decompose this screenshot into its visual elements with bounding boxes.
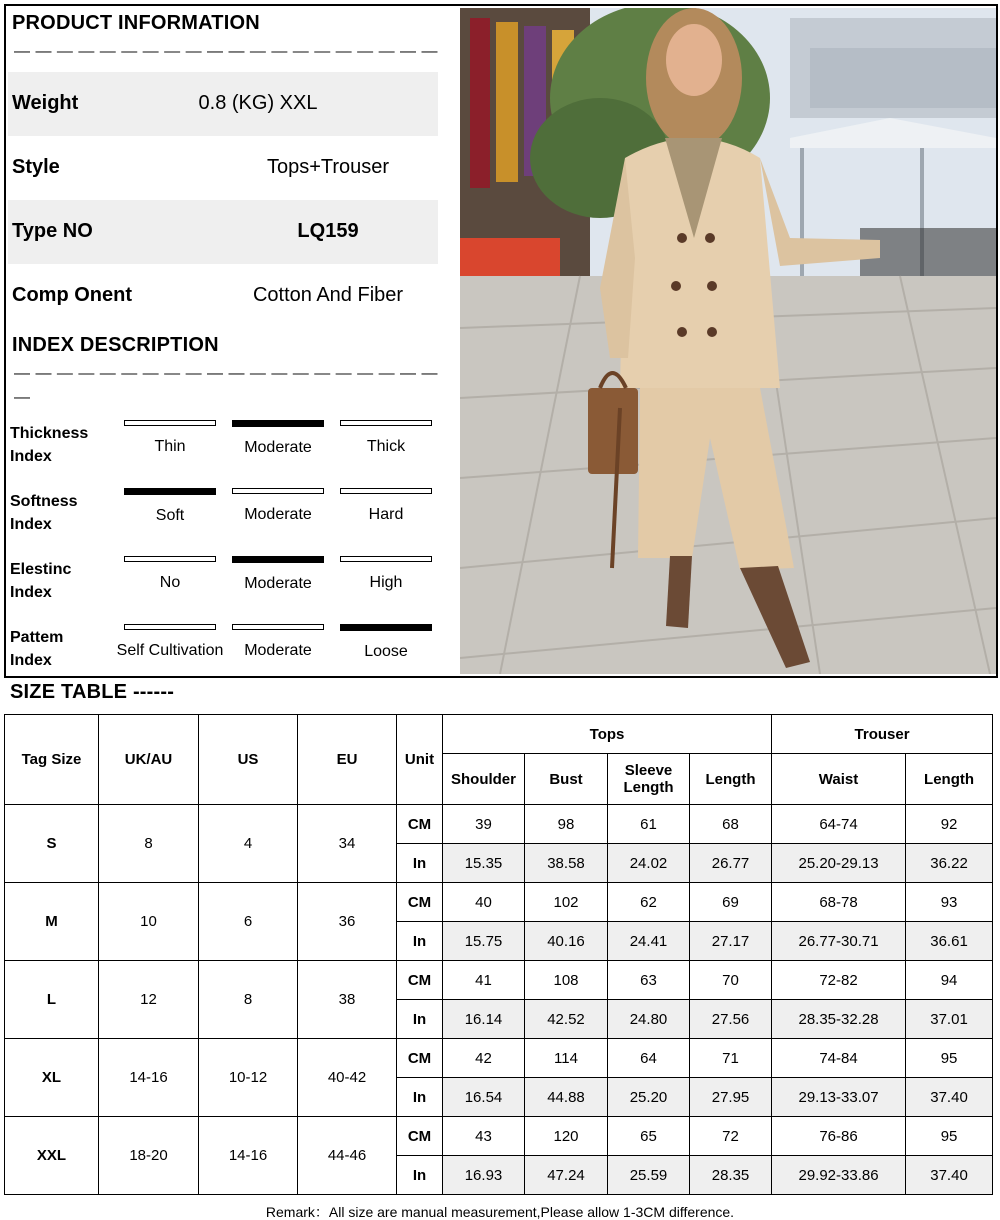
measurement-cell: 24.02: [608, 844, 690, 883]
divider-dashes: — — — — — — — — — — — — — — — — — — — —: [14, 43, 438, 60]
measurement-cell: 37.40: [906, 1156, 993, 1195]
index-option: [224, 420, 332, 457]
index-row: [8, 484, 448, 546]
index-label: [10, 626, 115, 672]
measurement-cell: 41: [443, 961, 525, 1000]
index-bar: [340, 556, 432, 562]
measurement-cell: 26.77: [690, 844, 772, 883]
index-option: [224, 556, 332, 593]
index-option-label: Self Cultivation: [116, 642, 224, 659]
measurement-cell: 16.54: [443, 1078, 525, 1117]
index-bar: [340, 420, 432, 426]
header-unit: Unit: [397, 715, 443, 805]
measurement-cell: 24.80: [608, 1000, 690, 1039]
measurement-cell: 28.35-32.28: [772, 1000, 906, 1039]
component-label: Comp Onent: [12, 284, 132, 306]
measurement-cell: 15.75: [443, 922, 525, 961]
measurement-cell: 44.88: [525, 1078, 608, 1117]
eu-cell: 44-46: [298, 1117, 397, 1195]
uk-au-cell: 10: [99, 883, 199, 961]
eu-cell: 34: [298, 805, 397, 883]
index-option-label: Moderate: [244, 439, 312, 456]
uk-au-cell: 14-16: [99, 1039, 199, 1117]
type-no-row: [8, 200, 438, 264]
header-waist: Waist: [772, 754, 906, 805]
unit-cell: In: [397, 1078, 443, 1117]
table-row: [5, 805, 993, 844]
header-tops-length: Length: [690, 754, 772, 805]
unit-cell: In: [397, 1156, 443, 1195]
unit-cell: CM: [397, 1039, 443, 1078]
unit-cell: CM: [397, 961, 443, 1000]
measurement-cell: 25.59: [608, 1156, 690, 1195]
index-option: [332, 624, 440, 661]
measurement-cell: 28.35: [690, 1156, 772, 1195]
weight-value: 0.8 (KG) XXL: [198, 92, 318, 114]
product-info-heading: PRODUCT INFORMATION: [12, 12, 260, 34]
index-option: [116, 488, 224, 525]
index-label-line2: Index: [10, 448, 52, 465]
index-option: [116, 556, 224, 592]
tag-size-cell: XXL: [5, 1117, 99, 1195]
measurement-cell: 36.61: [906, 922, 993, 961]
measurement-cell: 27.56: [690, 1000, 772, 1039]
measurement-cell: 72-82: [772, 961, 906, 1000]
index-description-heading: INDEX DESCRIPTION: [12, 334, 219, 356]
measurement-cell: 39: [443, 805, 525, 844]
index-option-label: Thick: [366, 438, 406, 455]
measurement-cell: 69: [690, 883, 772, 922]
index-bar: [124, 556, 216, 562]
index-option-label: Moderate: [244, 642, 312, 659]
unit-cell: In: [397, 1000, 443, 1039]
index-bar: [340, 488, 432, 494]
measurement-cell: 61: [608, 805, 690, 844]
measurement-cell: 47.24: [525, 1156, 608, 1195]
measurement-cell: 65: [608, 1117, 690, 1156]
header-sleeve-length: [608, 754, 690, 805]
table-row: [5, 883, 993, 922]
unit-cell: CM: [397, 805, 443, 844]
size-table: [4, 714, 993, 1195]
measurement-cell: 40: [443, 883, 525, 922]
eu-cell: 36: [298, 883, 397, 961]
product-info-panel: [6, 6, 456, 676]
measurement-cell: 70: [690, 961, 772, 1000]
unit-cell: CM: [397, 883, 443, 922]
index-row: [8, 416, 448, 478]
index-label-line1: Softness: [10, 493, 78, 510]
index-option: [116, 624, 224, 660]
measurement-cell: 95: [906, 1117, 993, 1156]
measurement-cell: 71: [690, 1039, 772, 1078]
measurement-cell: 93: [906, 883, 993, 922]
tag-size-cell: M: [5, 883, 99, 961]
header-tag-size: Tag Size: [5, 715, 99, 805]
index-option: [332, 420, 440, 456]
measurement-cell: 114: [525, 1039, 608, 1078]
header-us: US: [199, 715, 298, 805]
component-value: Cotton And Fiber: [252, 284, 404, 306]
measurement-cell: 42.52: [525, 1000, 608, 1039]
eu-cell: 38: [298, 961, 397, 1039]
index-option-label: No: [159, 574, 181, 591]
index-bar: [232, 488, 324, 494]
measurement-cell: 29.13-33.07: [772, 1078, 906, 1117]
us-cell: 14-16: [199, 1117, 298, 1195]
header-sleeve-line2: Length: [623, 779, 674, 796]
measurement-cell: 102: [525, 883, 608, 922]
divider-dashes: — — — — — — — — — — — — — — — — — — — —: [14, 365, 438, 382]
index-option-label: High: [369, 574, 403, 591]
index-option-label: Moderate: [244, 575, 312, 592]
index-bar: [232, 624, 324, 630]
index-option-label: Thin: [154, 438, 186, 455]
unit-cell: In: [397, 922, 443, 961]
measurement-cell: 27.17: [690, 922, 772, 961]
table-row: [5, 1117, 993, 1156]
index-bar-selected: [340, 624, 432, 631]
header-sleeve-line1: Sleeve: [624, 762, 673, 779]
measurement-cell: 27.95: [690, 1078, 772, 1117]
measurement-cell: 36.22: [906, 844, 993, 883]
index-bar: [124, 420, 216, 426]
measurement-cell: 29.92-33.86: [772, 1156, 906, 1195]
index-bar: [124, 624, 216, 630]
type-no-value: LQ159: [297, 220, 359, 242]
type-no-label: Type NO: [12, 220, 93, 242]
measurement-cell: 120: [525, 1117, 608, 1156]
unit-cell: CM: [397, 1117, 443, 1156]
index-label-line2: Index: [10, 516, 52, 533]
index-label: [10, 558, 115, 604]
index-bar-selected: [232, 420, 324, 427]
style-label: Style: [12, 156, 60, 178]
weight-row: [8, 72, 438, 136]
index-row: [8, 620, 448, 682]
product-photo: [460, 8, 996, 674]
measurement-cell: 40.16: [525, 922, 608, 961]
index-label: [10, 422, 115, 468]
table-row: [5, 1039, 993, 1078]
measurement-cell: 24.41: [608, 922, 690, 961]
header-tops: Tops: [443, 715, 772, 754]
index-label-line2: Index: [10, 584, 52, 601]
index-bar-selected: [124, 488, 216, 495]
measurement-cell: 68: [690, 805, 772, 844]
measurement-cell: 25.20-29.13: [772, 844, 906, 883]
unit-cell: In: [397, 844, 443, 883]
divider-dash-tail: —: [14, 389, 31, 406]
remark-note: Remark：All size are manual measurement,Please allow 1-3CM difference.: [265, 1204, 735, 1220]
tag-size-cell: XL: [5, 1039, 99, 1117]
uk-au-cell: 8: [99, 805, 199, 883]
measurement-cell: 62: [608, 883, 690, 922]
index-option: [116, 420, 224, 456]
measurement-cell: 94: [906, 961, 993, 1000]
measurement-cell: 25.20: [608, 1078, 690, 1117]
us-cell: 8: [199, 961, 298, 1039]
header-trouser: Trouser: [772, 715, 993, 754]
header-bust: Bust: [525, 754, 608, 805]
index-option: [332, 556, 440, 592]
style-row: [8, 136, 438, 200]
header-uk-au: UK/AU: [99, 715, 199, 805]
measurement-cell: 108: [525, 961, 608, 1000]
index-label-line1: Thickness: [10, 425, 89, 442]
measurement-cell: 76-86: [772, 1117, 906, 1156]
style-value: Tops+Trouser: [266, 156, 390, 178]
index-row: [8, 552, 448, 614]
index-option: [332, 488, 440, 524]
index-option-label: Moderate: [244, 506, 312, 523]
tag-size-cell: S: [5, 805, 99, 883]
measurement-cell: 38.58: [525, 844, 608, 883]
measurement-cell: 74-84: [772, 1039, 906, 1078]
us-cell: 6: [199, 883, 298, 961]
uk-au-cell: 12: [99, 961, 199, 1039]
measurement-cell: 98: [525, 805, 608, 844]
index-option-label: Loose: [364, 643, 408, 660]
measurement-cell: 37.40: [906, 1078, 993, 1117]
index-label: [10, 490, 115, 536]
index-bar-selected: [232, 556, 324, 563]
tag-size-cell: L: [5, 961, 99, 1039]
component-row: [8, 264, 438, 328]
measurement-cell: 43: [443, 1117, 525, 1156]
weight-label: Weight: [12, 92, 79, 114]
measurement-cell: 15.35: [443, 844, 525, 883]
measurement-cell: 64: [608, 1039, 690, 1078]
header-shoulder: Shoulder: [443, 754, 525, 805]
measurement-cell: 16.14: [443, 1000, 525, 1039]
index-option-label: Hard: [368, 506, 404, 523]
header-eu: EU: [298, 715, 397, 805]
index-option: [224, 624, 332, 660]
us-cell: 4: [199, 805, 298, 883]
table-row: [5, 961, 993, 1000]
size-table-title: SIZE TABLE ------: [10, 681, 175, 703]
measurement-cell: 26.77-30.71: [772, 922, 906, 961]
measurement-cell: 72: [690, 1117, 772, 1156]
measurement-cell: 37.01: [906, 1000, 993, 1039]
eu-cell: 40-42: [298, 1039, 397, 1117]
product-info-frame: [4, 4, 998, 678]
measurement-cell: 92: [906, 805, 993, 844]
index-option-label: Soft: [155, 507, 185, 524]
measurement-cell: 95: [906, 1039, 993, 1078]
header-trouser-length: Length: [906, 754, 993, 805]
index-label-line1: Pattem: [10, 629, 64, 646]
us-cell: 10-12: [199, 1039, 298, 1117]
measurement-cell: 42: [443, 1039, 525, 1078]
index-label-line2: Index: [10, 652, 52, 669]
measurement-cell: 16.93: [443, 1156, 525, 1195]
uk-au-cell: 18-20: [99, 1117, 199, 1195]
index-option: [224, 488, 332, 524]
measurement-cell: 68-78: [772, 883, 906, 922]
measurement-cell: 63: [608, 961, 690, 1000]
measurement-cell: 64-74: [772, 805, 906, 844]
index-label-line1: Elestinc: [10, 561, 72, 578]
